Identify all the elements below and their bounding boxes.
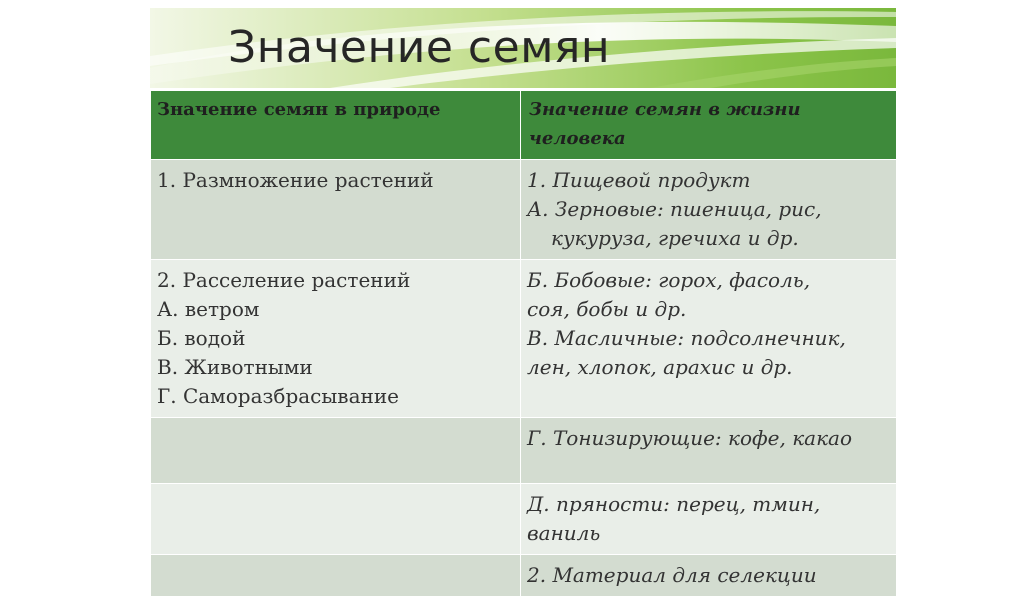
cell-line: А. ветром — [157, 297, 260, 321]
slide-title: Значение семян — [228, 22, 611, 73]
cell-nature-empty — [151, 555, 521, 597]
cell-line: Г. Тонизирующие: кофе, какао — [527, 426, 852, 450]
header-nature: Значение семян в природе — [151, 91, 521, 160]
cell-line: Б. водой — [157, 326, 246, 350]
cell-line: Б. Бобовые: горох, фасоль, — [527, 268, 811, 292]
cell-line: 1. Пищевой продукт — [527, 168, 751, 192]
cell-line: 1. Размножение растений — [157, 168, 434, 192]
table-row — [151, 260, 897, 418]
header-human: Значение семян в жизни человека — [521, 91, 897, 160]
cell-nature — [151, 160, 521, 260]
cell-human — [521, 260, 897, 418]
table-row — [151, 484, 897, 555]
cell-line: В. Животными — [157, 355, 313, 379]
cell-human — [521, 555, 897, 597]
cell-line: ваниль — [527, 521, 601, 545]
cell-line: В. Масличные: подсолнечник, — [527, 326, 846, 350]
cell-human — [521, 418, 897, 484]
cell-line: 2. Материал для селекции — [527, 563, 817, 587]
title-band — [150, 8, 896, 88]
cell-line: Д. пряности: перец, тмин, — [527, 492, 821, 516]
cell-line: соя, бобы и др. — [527, 297, 687, 321]
cell-line: Г. Саморазбрасывание — [157, 384, 399, 408]
cell-line: кукуруза, гречиха и др. — [551, 226, 799, 250]
slide — [150, 8, 896, 587]
cell-line: А. Зерновые: пшеница, рис, — [527, 197, 822, 221]
table-row — [151, 555, 897, 597]
cell-nature — [151, 260, 521, 418]
cell-human — [521, 160, 897, 260]
table-row — [151, 418, 897, 484]
seeds-table — [150, 90, 897, 597]
table-header-row — [151, 91, 897, 160]
cell-human — [521, 484, 897, 555]
cell-nature-empty — [151, 418, 521, 484]
cell-line: 2. Расселение растений — [157, 268, 411, 292]
cell-nature-empty — [151, 484, 521, 555]
table-row — [151, 160, 897, 260]
cell-line: лен, хлопок, арахис и др. — [527, 355, 793, 379]
